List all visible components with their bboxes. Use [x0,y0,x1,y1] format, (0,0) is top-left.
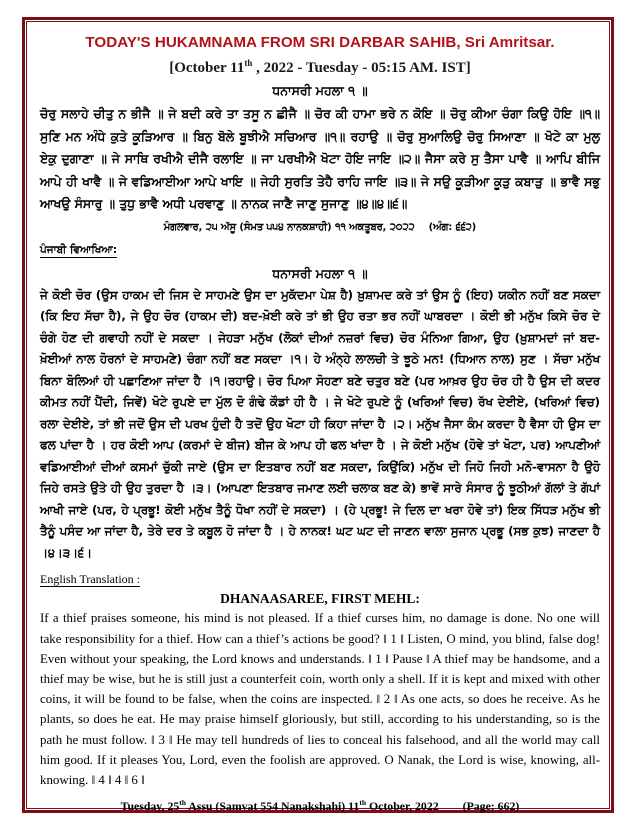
nanakshahi-date: ਮੰਗਲਵਾਰ, ੨੫ ਅੱਸੂ (ਸੰਮਤ ੫੫੪ ਨਾਨਕਸ਼ਾਹੀ) ੧੧ ਅਕਤੂਬਰ, ੨੦੨੨ [163,221,415,233]
footer-page-number: (Page: 662) [462,799,520,814]
english-translation-label: English Translation : [40,572,141,587]
punjabi-explanation: ਜੇ ਕੋਈ ਚੋਰ (ਉਸ ਹਾਕਮ ਦੀ ਜਿਸ ਦੇ ਸਾਹਮਣੇ ਉਸ ਦਾ ਮੁਕੱਦਮਾ ਪੇਸ਼ ਹੈ) ਖ਼ੁਸ਼ਾਮਦ ਕਰੇ ਤਾਂ ਉਸ ਨੂੰ (ਇਹ) ਯਕੀਨ ਨਹੀਂ ਬਣ ਸਕਦਾ (ਕਿ ਇਹ ਸੱਚਾ ਹੈ), ਜੇ ਉਹ ਚੋਰ (ਹਾਕਮ ਦੀ) ਬਦ-ਖ਼ੋਈ ਕਰੇ ਤਾਂ ਭੀ ਉਹ ਰਤਾ ਭਰ ਨਹੀਂ ਘਾਬਰਦਾ । ਕੋਈ ਭੀ ਮਨੁੱਖ ਕਿਸੇ ਚੋਰ ਦੇ ਚੰਗੇ ਹੋਣ ਦੀ ਗਵਾਹੀ ਨਹੀਂ ਦੇ ਸਕਦਾ । ਜੇਹੜਾ ਮਨੁੱਖ (ਲੋਕਾਂ ਦੀਆਂ ਨਜ਼ਰਾਂ ਵਿਚ) ਚੋਰ ਮੰਨਿਆ ਗਿਆ, ਉਹ (ਖ਼ੁਸ਼ਾਮਦਾਂ ਜਾਂ ਬਦ-ਖ਼ੋਈਆਂ ਨਾਲ ਹੋਰਨਾਂ ਦੇ ਸਾਹਮਣੇ) ਚੰਗਾ ਨਹੀਂ ਬਣ ਸਕਦਾ ।੧। ਹੇ ਅੰਨ੍ਹੇ ਲਾਲਚੀ ਤੇ ਝੂਠੇ ਮਨ! (ਧਿਆਨ ਨਾਲ) ਸੁਣ । ਸੱਚਾ ਮਨੁੱਖ ਬਿਨਾ ਬੋਲਿਆਂ ਹੀ ਪਛਾਣਿਆ ਜਾਂਦਾ ਹੈ ।੧।ਰਹਾਉ। ਚੋਰ ਪਿਆ ਸੋਹਣਾ ਬਣੇ ਚਤੁਰ ਬਣੇ (ਪਰ ਆਖ਼ਰ ਉਹ ਚੋਰ ਹੀ ਹੈ ਉਸ ਦੀ ਕਦਰ ਕੀਮਤ ਨਹੀਂ ਪੈਂਦੀ, ਜਿਵੇਂ) ਖੋਟੇ ਰੁਪਏ ਦਾ ਮੁੱਲ ਦੋ ਗੰਢੇ ਕੌਡਾਂ ਹੀ ਹੈ । ਜੇ ਖੋਟੇ ਰੁਪਏ ਨੂੰ (ਖਰਿਆਂ ਵਿਚ) ਰੱਖ ਦੇਈਏ, (ਖਰਿਆਂ ਵਿਚ) ਰਲਾ ਦੇਈਏ, ਤਾਂ ਭੀ ਜਦੋਂ ਉਸ ਦੀ ਪਰਖ ਹੁੰਦੀ ਹੈ ਤਦੋਂ ਉਹ ਖੋਟਾ ਹੀ ਕਿਹਾ ਜਾਂਦਾ ਹੈ ।੨। ਮਨੁੱਖ ਜੈਸਾ ਕੰਮ ਕਰਦਾ ਹੈ ਵੈਸਾ ਹੀ ਉਸ ਦਾ ਫਲ ਪਾਂਦਾ ਹੈ । ਹਰ ਕੋਈ ਆਪ (ਕਰਮਾਂ ਦੇ ਬੀਜ) ਬੀਜ ਕੇ ਆਪ ਹੀ ਫਲ ਖਾਂਦਾ ਹੈ । ਜੇ ਕੋਈ ਮਨੁੱਖ (ਹੋਵੇ ਤਾਂ ਖੋਟਾ, ਪਰ) ਆਪਣੀਆਂ ਵਡਿਆਈਆਂ ਦੀਆਂ ਕਸਮਾਂ ਚੁੱਕੀ ਜਾਏ (ਉਸ ਦਾ ਇਤਬਾਰ ਨਹੀਂ ਬਣ ਸਕਦਾ, ਕਿਉਂਕਿ) ਮਨੁੱਖ ਦੀ ਜਿਹੋ ਜਿਹੀ ਮਨੋ-ਵਾਸਨਾ ਹੈ ਉਹੋ ਜਿਹੇ ਰਸਤੇ ਉਤੇ ਹੀ ਉਹ ਤੁਰਦਾ ਹੈ ।੩। (ਆਪਣਾ ਇਤਬਾਰ ਜਮਾਣ ਲਈ ਚਲਾਕ ਬਣ ਕੇ) ਭਾਵੇਂ ਸਾਰੇ ਸੰਸਾਰ ਨੂੰ ਝੂਠੀਆਂ ਗੱਲਾਂ ਤੇ ਗੱਪਾਂ ਆਖੀ ਜਾਏ (ਪਰ, ਹੇ ਪ੍ਰਭੂ! ਕੋਈ ਮਨੁੱਖ ਤੈਨੂੰ ਧੋਖਾ ਨਹੀਂ ਦੇ ਸਕਦਾ) । (ਹੇ ਪ੍ਰਭੂ! ਜੇ ਦਿਲ ਦਾ ਖਰਾ ਹੋਵੇ ਤਾਂ) ਇਕ ਸਿੱਧੜ ਮਨੁੱਖ ਭੀ ਤੈਨੂੰ ਪਸੰਦ ਆ ਜਾਂਦਾ ਹੈ, ਤੇਰੇ ਦਰ ਤੇ ਕਬੂਲ ਹੋ ਜਾਂਦਾ ਹੈ । ਹੇ ਨਾਨਕ! ਘਟ ਘਟ ਦੀ ਜਾਣਨ ਵਾਲਾ ਸੁਜਾਨ ਪ੍ਰਭੂ (ਸਭ ਕੁਝ) ਜਾਣਦਾ ਹੈ ।੪।੩।੬। [40,287,600,560]
date-prefix: [October 11 [169,60,245,76]
footer-assu: Assu (Samvat 554 Nanakshahi) 11 [185,799,360,814]
hukamnama-document [40,33,600,814]
page-title: TODAY'S HUKAMNAMA FROM SRI DARBAR SAHIB, Sri Amritsar. [85,34,555,51]
footer-month: October, 2022 [366,799,439,814]
punjabi-vyakhya-label: ਪੰਜਾਬੀ ਵਿਆਖਿਆ: [40,243,118,256]
ang-number: (ਅੰਗ: ੬੬੨) [428,221,477,233]
footer-day: Tuesday, 25 [120,799,180,814]
shabad-heading: ਧਨਾਸਰੀ ਮਹਲਾ ੧ ॥ [272,83,368,98]
english-heading: DHANAASAREE, FIRST MEHL: [220,591,420,607]
date-suffix: , 2022 - Tuesday - 05:15 AM. IST] [252,60,471,76]
footer-day-sup: th [179,798,186,808]
footer-date-line [40,795,600,814]
english-translation: If a thief praises someone, his mind is not pleased. If a thief curses him, no damage is done. No one will take responsibility for a thief. How can a thief’s actions be good? ‖ 1 ‖ Listen, O mind, you blind, false dog! Even without your speaking, the Lord knows and understands. ‖ 1 ‖ Pause ‖ A thief may be handsome, and a thief may be wise, but he is still just a counterfeit coin, worth only a shell. If it is kept and mixed with other coins, it will be found to be false, when the coins are inspected. ‖ 2 ‖ As one acts, so does he receive. As he plants, so does he eat. He may praise himself gloriously, but still, according to his understanding, so is the path he must follow. ‖ 3 ‖ He may tell hundreds of lies to conceal his falsehood, and all the world may call him good. If it pleases You, Lord, even the foolish are approved. O Nanak, the Lord is wise, knowing, all-knowing. ‖ 4 ‖ 4 ‖ 6 ‖ [40,611,600,788]
footer-month-sup: th [359,798,366,808]
punjabi-heading: ਧਨਾਸਰੀ ਮਹਲਾ ੧ ॥ [272,265,368,281]
punjabi-date-line [40,220,600,236]
shabad-text: ਚੋਰੁ ਸਲਾਹੇ ਚੀਤੁ ਨ ਭੀਜੈ ॥ ਜੇ ਬਦੀ ਕਰੇ ਤਾ ਤਸੂ ਨ ਛੀਜੈ ॥ ਚੋਰ ਕੀ ਹਾਮਾ ਭਰੇ ਨ ਕੋਇ ॥ ਚੋਰੁ ਕੀਆ ਚੰਗਾ ਕਿਉ ਹੋਇ ॥੧॥ ਸੁਣਿ ਮਨ ਅੰਧੇ ਕੁਤੇ ਕੂੜਿਆਰ ॥ ਬਿਨੁ ਬੋਲੇ ਬੂਝੀਐ ਸਚਿਆਰ ॥੧॥ ਰਹਾਉ ॥ ਚੋਰੁ ਸੁਆਲਿਉ ਚੋਰੁ ਸਿਆਣਾ ॥ ਖੋਟੇ ਕਾ ਮੁਲੁ ਏਕੁ ਦੁਗਾਣਾ ॥ ਜੇ ਸਾਥਿ ਰਖੀਐ ਦੀਜੈ ਰਲਾਇ ॥ ਜਾ ਪਰਖੀਐ ਖੋਟਾ ਹੋਇ ਜਾਇ ॥੨॥ ਜੈਸਾ ਕਰੇ ਸੁ ਤੈਸਾ ਪਾਵੈ ॥ ਆਪਿ ਬੀਜਿ ਆਪੇ ਹੀ ਖਾਵੈ ॥ ਜੇ ਵਡਿਆਈਆ ਆਪੇ ਖਾਇ ॥ ਜੇਹੀ ਸੁਰਤਿ ਤੇਹੈ ਰਾਹਿ ਜਾਇ ॥੩॥ ਜੇ ਸਉ ਕੂੜੀਆ ਕੂੜੁ ਕਬਾੜੁ ॥ ਭਾਵੈ ਸਭੁ ਆਖਉ ਸੰਸਾਰੁ ॥ ਤੁਧੁ ਭਾਵੈ ਅਧੀ ਪਰਵਾਣੁ ॥ ਨਾਨਕ ਜਾਣੈ ਜਾਣੁ ਸੁਜਾਣੁ ॥੪॥੪॥੬॥ [40,106,600,212]
date-superscript: th [244,58,253,68]
date-time-line [40,53,600,78]
